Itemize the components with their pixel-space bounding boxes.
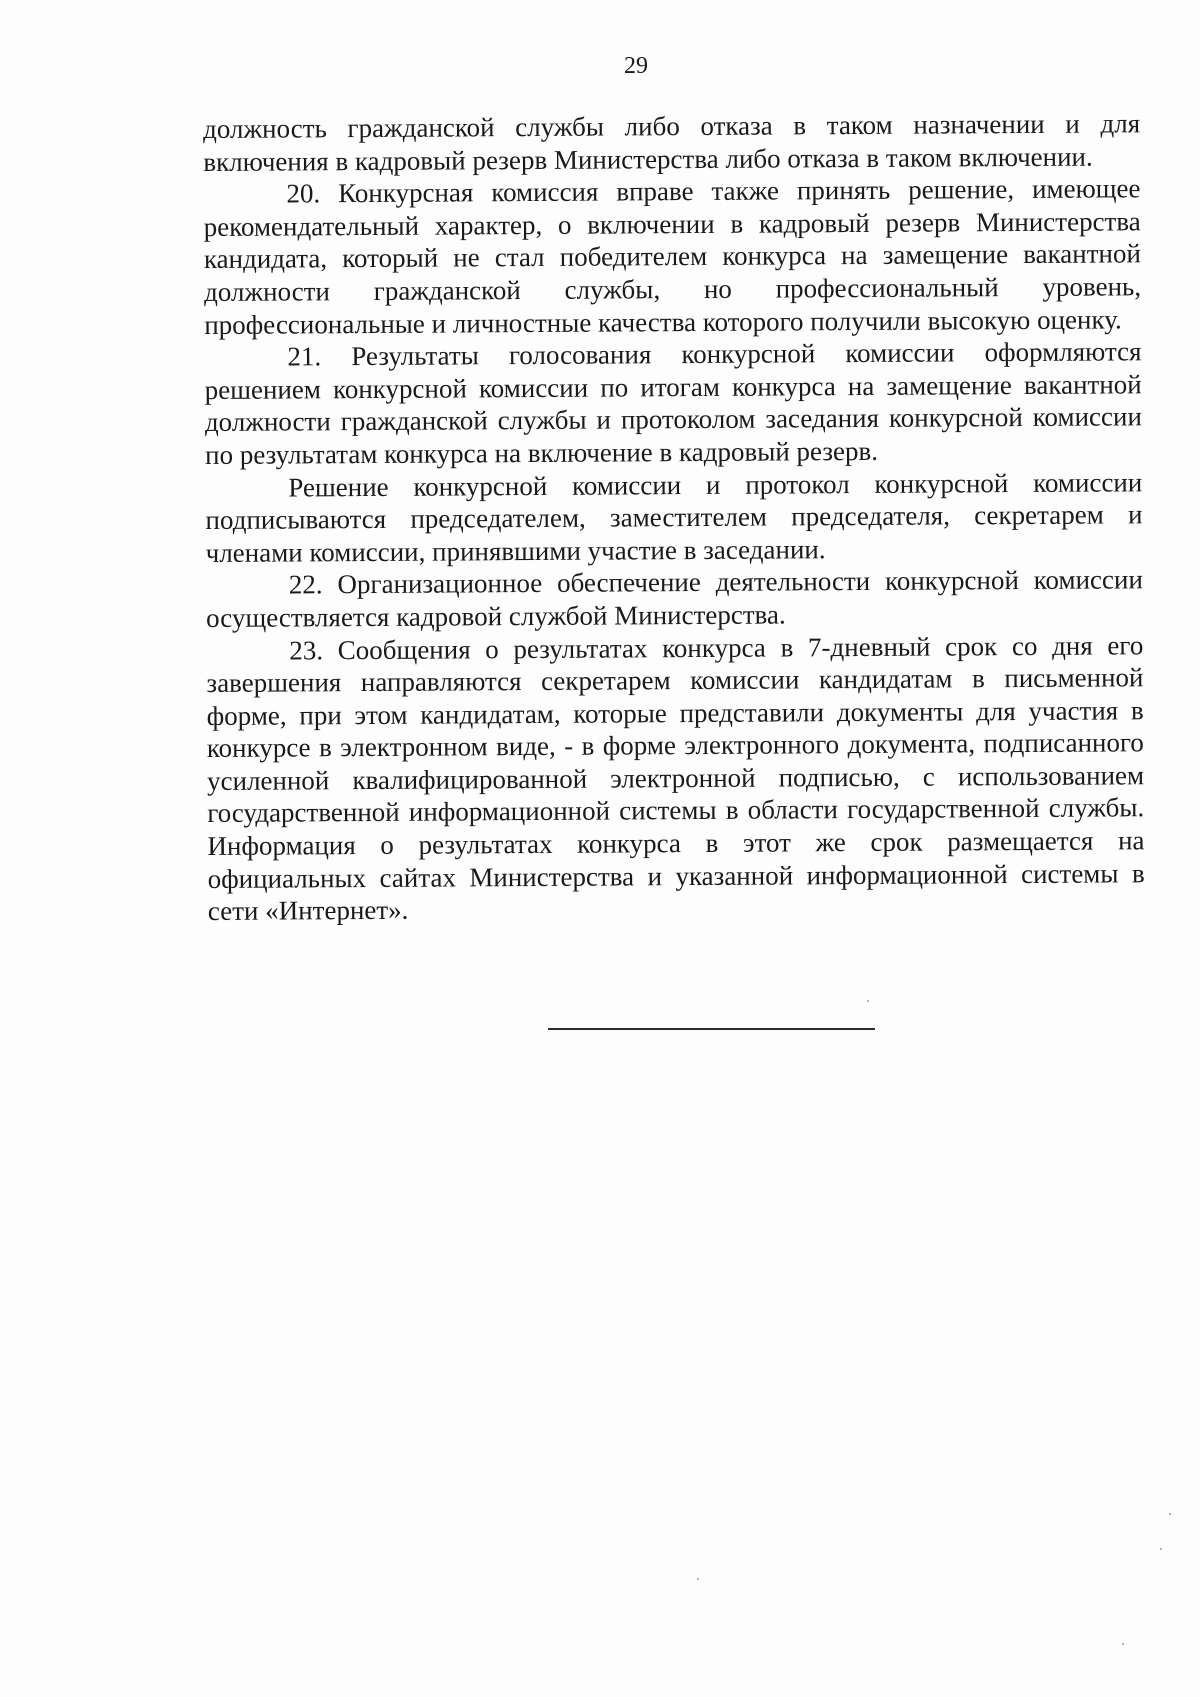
scan-speck (697, 1578, 699, 1580)
paragraph-item-21-decision: Решение конкурсной комиссии и протокол конкурсной комиссии подписываются председателем, заместителем председателя, секретарем и членами комиссии, принявшими участие в заседании. (205, 466, 1143, 568)
page-number: 29 (624, 53, 648, 79)
paragraph-item-21: 21. Результаты голосования конкурсной комиссии оформляются решением конкурсной комиссии по итогам конкурса на замещение вакантной должности гражданской службы и протоколом заседания конкурсной комиссии по результатам конкурса на включение в кадровый резерв. (204, 336, 1142, 470)
paragraph-item-23: 23. Сообщения о результатах конкурса в 7-дневный срок со дня его завершения направляются секретарем комиссии кандидатам в письменной форме, при этом кандидатам, которые представили документы для участия в конкурсе в электронном виде, - в форме электронного документа, подписанного усиленной квалифицированной электронной подписью, с использованием государственной информационной системы в области государственной службы. Информация о результатах конкурса в этот же срок размещается на официальных сайтах Министерства и указанной информационной системы в сети «Интернет». (206, 629, 1145, 927)
paragraph-item-22: 22. Организационное обеспечение деятельности конкурсной комиссии осуществляется кадровой службой Министерства. (205, 564, 1143, 633)
scan-speck (1160, 1548, 1162, 1550)
scan-speck (1169, 1513, 1171, 1515)
scan-speck (1122, 1643, 1124, 1645)
end-of-document-rule (548, 1028, 875, 1030)
document-body (203, 107, 1145, 928)
scan-speck (867, 1000, 869, 1002)
paragraph-item-20: 20. Конкурсная комиссия вправе также принять решение, имеющее рекомендательный характер, о включении в кадровый резерв Министерства кандидата, который не стал победителем конкурса на замещение вакантной должности гражданской службы, но профессиональный уровень, профессиональные и личностные качества которого получили высокую оценку. (203, 173, 1142, 340)
paragraph-continuation: должность гражданской службы либо отказа в таком назначении и для включения в кадровый резерв Министерства либо отказа в таком включении. (203, 108, 1141, 177)
